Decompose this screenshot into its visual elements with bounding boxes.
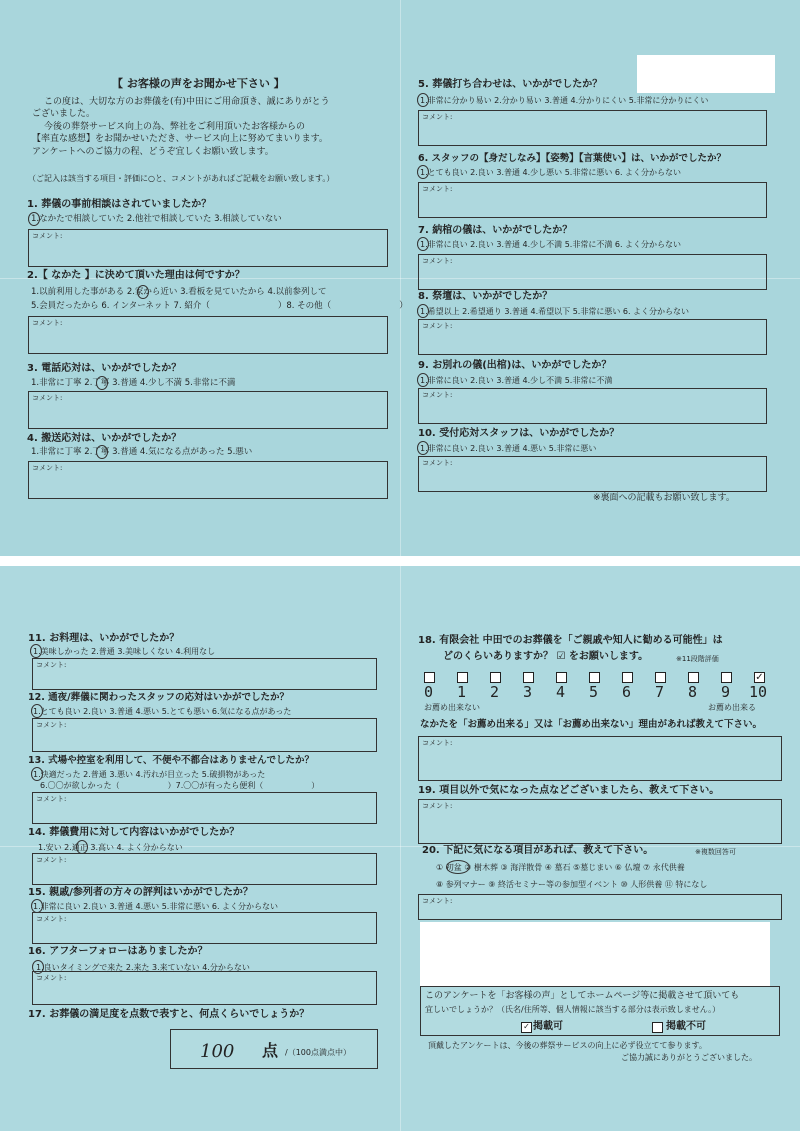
answer-circle	[446, 860, 470, 874]
publish-ng-label: 掲載不可	[666, 1021, 706, 1032]
scale-checkbox[interactable]	[688, 672, 699, 683]
question-4-options[interactable]: 1.非常に丁寧 2.丁寧 3.普通 4.気になる点があった 5.悪い	[31, 447, 253, 457]
publish-consent-box	[420, 986, 780, 1036]
publish-ng-checkbox[interactable]	[652, 1022, 663, 1033]
question-11-comment-box[interactable]	[32, 658, 377, 690]
scale-checkbox[interactable]	[721, 672, 732, 683]
answer-circle	[28, 212, 40, 226]
answer-circle	[417, 304, 429, 318]
intro-text: この度は、大切な方のお葬儀を(有)中田にご用命頂き、誠にありがとう	[44, 97, 330, 107]
question-15-title: 15. 親戚/参列者の方々の評判はいかがでしたか？	[28, 887, 253, 898]
scale-number: 7	[655, 683, 665, 701]
question-2-options[interactable]: 5.会員だったから 6. インターネット 7. 紹介（ ）8. その他（ ）	[31, 301, 408, 311]
comment-label: コメント:	[32, 232, 63, 240]
question-12-options[interactable]: 1.とても良い 2.良い 3.普通 4.悪い 5.とても悪い 6.気になる点があった	[33, 707, 292, 716]
question-16-title: 16. アフターフォローはありましたか？	[28, 946, 208, 957]
question-14-comment-box[interactable]	[32, 853, 377, 885]
question-2-comment-box[interactable]	[28, 316, 388, 354]
footer-text: ご協力誠にありがとうございました。	[621, 1053, 757, 1062]
answer-circle	[96, 445, 108, 459]
comment-label: コメント:	[36, 915, 67, 923]
scale-number: 5	[589, 683, 599, 701]
comment-label: コメント:	[36, 661, 67, 669]
question-11-title: 11. お料理は、いかがでしたか？	[28, 633, 180, 644]
scale-number: 9	[721, 683, 731, 701]
answer-circle	[417, 441, 429, 455]
footer-text: 頂戴したアンケートは、今後の葬祭サービスの向上に必ず役立てて参ります。	[428, 1041, 707, 1050]
question-3-title: 3. 電話応対は、いかがでしたか？	[27, 363, 182, 374]
comment-label: コメント:	[422, 802, 453, 810]
question-13-comment-box[interactable]	[32, 792, 377, 824]
back-side-note: ※裏面への記載もお願い致します。	[593, 493, 735, 503]
question-7-options[interactable]: 1.非常に良い 2.良い 3.普通 4.少し不満 5.非常に不満 6. よく分からない	[420, 240, 682, 249]
scale-number: 3	[523, 683, 533, 701]
intro-text: ございました。	[32, 109, 96, 119]
scale-checkbox[interactable]	[490, 672, 501, 683]
question-9-options[interactable]: 1.非常に良い 2.良い 3.普通 4.少し不満 5.非常に不満	[420, 376, 613, 385]
scale-checkbox[interactable]	[556, 672, 567, 683]
scale-number: 2	[490, 683, 500, 701]
question-4-comment-box[interactable]	[28, 461, 388, 499]
question-9-comment-box[interactable]	[418, 388, 767, 424]
question-18-title: 18. 有限会社 中田でのお葬儀を「ご親戚や知人に勧める可能性」は	[418, 635, 723, 646]
question-16-comment-box[interactable]	[32, 971, 377, 1005]
question-5-title: 5. 葬儀打ち合わせは、いかがでしたか？	[418, 79, 603, 90]
question-15-comment-box[interactable]	[32, 912, 377, 944]
answer-circle	[31, 704, 43, 718]
question-10-options[interactable]: 1.非常に良い 2.良い 3.普通 4.悪い 5.非常に悪い	[420, 444, 597, 453]
intro-text: アンケートへのご協力の程、どうぞ宜しくお願い致します。	[32, 147, 274, 157]
answer-circle	[31, 767, 43, 781]
question-3-options[interactable]: 1.非常に丁寧 2.丁寧 3.普通 4.少し不満 5.非常に不満	[31, 378, 236, 388]
question-13-options[interactable]: 1.快適だった 2.普通 3.悪い 4.汚れが目立った 5.破損物があった	[33, 770, 266, 779]
comment-label: コメント:	[36, 721, 67, 729]
survey-back-page	[0, 566, 800, 1131]
comment-label: コメント:	[422, 459, 453, 467]
question-9-title: 9. お別れの儀(出棺)は、いかがでしたか？	[418, 360, 612, 371]
question-19-title: 19. 項目以外で気になった点などございましたら、教えて下さい。	[418, 785, 720, 796]
question-2-title: 2.【 なかた 】に決めて頂いた理由は何ですか？	[27, 270, 245, 281]
redacted-area	[637, 55, 775, 93]
question-19-comment-box[interactable]	[418, 799, 782, 844]
publish-text: このアンケートを「お客様の声」としてホームページ等に掲載させて頂いても	[425, 991, 740, 1001]
comment-label: コメント:	[32, 464, 63, 472]
intro-text: 今後の葬祭サービス向上の為、弊社をご利用頂いたお客様からの	[44, 122, 306, 132]
answer-circle	[417, 373, 429, 387]
question-8-title: 8. 祭壇は、いかがでしたか？	[418, 291, 553, 302]
scale-number: 10	[749, 683, 768, 701]
comment-label: コメント:	[422, 185, 453, 193]
question-12-comment-box[interactable]	[32, 718, 377, 752]
survey-front-page	[0, 0, 800, 556]
question-20-comment-box[interactable]	[418, 894, 782, 920]
question-20-options[interactable]: ⑧ 参列マナー ⑨ 終活セミナー等の参加型イベント ⑩ 人形供養 ⑪ 特になし	[436, 880, 708, 889]
scale-number: 4	[556, 683, 566, 701]
scale-number: 6	[622, 683, 632, 701]
answer-circle	[31, 899, 43, 913]
scale-checkbox[interactable]	[457, 672, 468, 683]
scale-high-label: お薦め出来る	[708, 703, 756, 712]
question-14-options[interactable]: 1.安い 2.適正 3.高い 4. よく分からない	[38, 843, 183, 852]
question-20-options[interactable]: ① 初盆 ② 樹木葬 ③ 海洋散骨 ④ 墓石 ⑤墓じまい ⑥ 仏壇 ⑦ 永代供養	[436, 863, 685, 872]
scale-number: 1	[457, 683, 467, 701]
question-18-comment-box[interactable]	[418, 736, 782, 781]
question-16-options[interactable]: 1.良いタイミングで来た 2.来た 3.来ていない 4.分からない	[36, 963, 250, 972]
comment-label: コメント:	[36, 856, 67, 864]
scale-checkbox[interactable]	[622, 672, 633, 683]
comment-label: コメント:	[36, 795, 67, 803]
survey-title: 【 お客様の声をお聞かせ下さい 】	[112, 77, 285, 90]
publish-text: 宜しいでしょうか？（氏名/住所等、個人情報に該当する部分は表示致しません。）	[425, 1005, 721, 1014]
question-2-options[interactable]: 1.以前利用した事がある 2.家から近い 3.看板を見ていたから 4.以前参列して	[31, 287, 327, 297]
question-20-title: 20. 下記に気になる項目があれば、教えて下さい。	[422, 845, 654, 856]
question-8-options[interactable]: 1.希望以上 2.希望通り 3.普通 4.希望以下 5.非常に悪い 6. よく分からない	[420, 307, 690, 316]
comment-label: コメント:	[422, 113, 453, 121]
scale-checkbox[interactable]	[424, 672, 435, 683]
question-5-options[interactable]: 1.非常に分かり易い 2.分かり易い 3.普通 4.分かりにくい 5.非常に分かりにくい	[420, 96, 709, 105]
question-18-title: どのくらいありますか？ ☑ をお願いします。	[443, 651, 649, 662]
question-4-title: 4. 搬送応対は、いかがでしたか？	[27, 433, 182, 444]
redacted-area	[420, 922, 770, 987]
question-12-title: 12. 通夜/葬儀に関わったスタッフの応対はいかがでしたか？	[28, 692, 290, 703]
comment-label: コメント:	[422, 739, 453, 747]
answer-circle	[76, 840, 88, 854]
question-7-comment-box[interactable]	[418, 254, 767, 290]
answer-circle	[96, 376, 108, 390]
scale-checkbox-checked[interactable]: ✓	[755, 672, 764, 683]
scale-checkbox[interactable]	[655, 672, 666, 683]
comment-label: コメント:	[36, 974, 67, 982]
comment-label: コメント:	[422, 897, 453, 905]
comment-label: コメント:	[422, 322, 453, 330]
question-10-title: 10. 受付応対スタッフは、いかがでしたか？	[418, 428, 620, 439]
score-value[interactable]: 100	[200, 1041, 235, 1062]
question-6-title: 6. スタッフの【身だしなみ】【姿勢】【言葉使い】は、いかがでしたか？	[418, 153, 727, 164]
comment-label: コメント:	[422, 391, 453, 399]
score-unit: 点	[262, 1041, 279, 1060]
comment-label: コメント:	[422, 257, 453, 265]
instruction-note: （ご記入は該当する項目・評価に○と、コメントがあればご記載をお願い致します。）	[28, 174, 335, 183]
question-17-title: 17. お葬儀の満足度を点数で表すと、何点くらいでしょうか？	[28, 1009, 310, 1020]
scale-note: ※11段階評価	[676, 655, 719, 663]
question-1-title: 1. 葬儀の事前相談はされていましたか？	[27, 199, 212, 210]
intro-text: 【率直な感想】をお聞かせいただき、サービス向上に努めてまいります。	[32, 134, 328, 144]
answer-circle	[417, 237, 429, 251]
score-suffix: /（100点満点中）	[285, 1048, 351, 1057]
question-6-options[interactable]: 1.とても良い 2.良い 3.普通 4.少し悪い 5.非常に悪い 6. よく分からない	[420, 168, 682, 177]
question-15-options[interactable]: 1.非常に良い 2.良い 3.普通 4.悪い 5.非常に悪い 6. よく分からない	[33, 902, 279, 911]
answer-circle	[417, 165, 429, 179]
question-7-title: 7. 納棺の儀は、いかがでしたか？	[418, 225, 573, 236]
question-10-comment-box[interactable]	[418, 456, 767, 492]
publish-ok-label: 掲載可	[533, 1021, 563, 1032]
question-13-title: 13. 式場や控室を利用して、不便や不都合はありませんでしたか？	[28, 755, 314, 766]
question-1-options[interactable]: 1.なかたで相談していた 2.他社で相談していた 3.相談していない	[31, 214, 282, 224]
question-3-comment-box[interactable]	[28, 391, 388, 429]
publish-ok-checkbox[interactable]: ✓	[521, 1022, 532, 1033]
question-6-comment-box[interactable]	[418, 182, 767, 218]
scale-number: 8	[688, 683, 698, 701]
question-8-comment-box[interactable]	[418, 319, 767, 355]
answer-circle	[137, 285, 149, 299]
question-13-options[interactable]: 6.〇〇が欲しかった（ ）7.〇〇が有ったら便利（ ）	[40, 781, 320, 790]
scale-number: 0	[424, 683, 434, 701]
question-11-options[interactable]: 1.美味しかった 2.普通 3.美味しくない 4.利用なし	[33, 647, 216, 656]
comment-label: コメント:	[32, 319, 63, 327]
answer-circle	[30, 644, 42, 658]
scale-checkbox[interactable]	[523, 672, 534, 683]
question-14-title: 14. 葬儀費用に対して内容はいかがでしたか？	[28, 827, 240, 838]
answer-circle	[417, 93, 429, 107]
fold-line	[400, 566, 401, 1131]
scale-low-label: お薦め出来ない	[424, 703, 480, 712]
question-18-followup: なかたを「お薦め出来る」又は「お薦め出来ない」理由があれば教えて下さい。	[420, 719, 763, 730]
question-1-comment-box[interactable]	[28, 229, 388, 267]
question-20-note: ※複数回答可	[695, 848, 736, 856]
question-5-comment-box[interactable]	[418, 110, 767, 146]
comment-label: コメント:	[32, 394, 63, 402]
scale-checkbox[interactable]	[589, 672, 600, 683]
